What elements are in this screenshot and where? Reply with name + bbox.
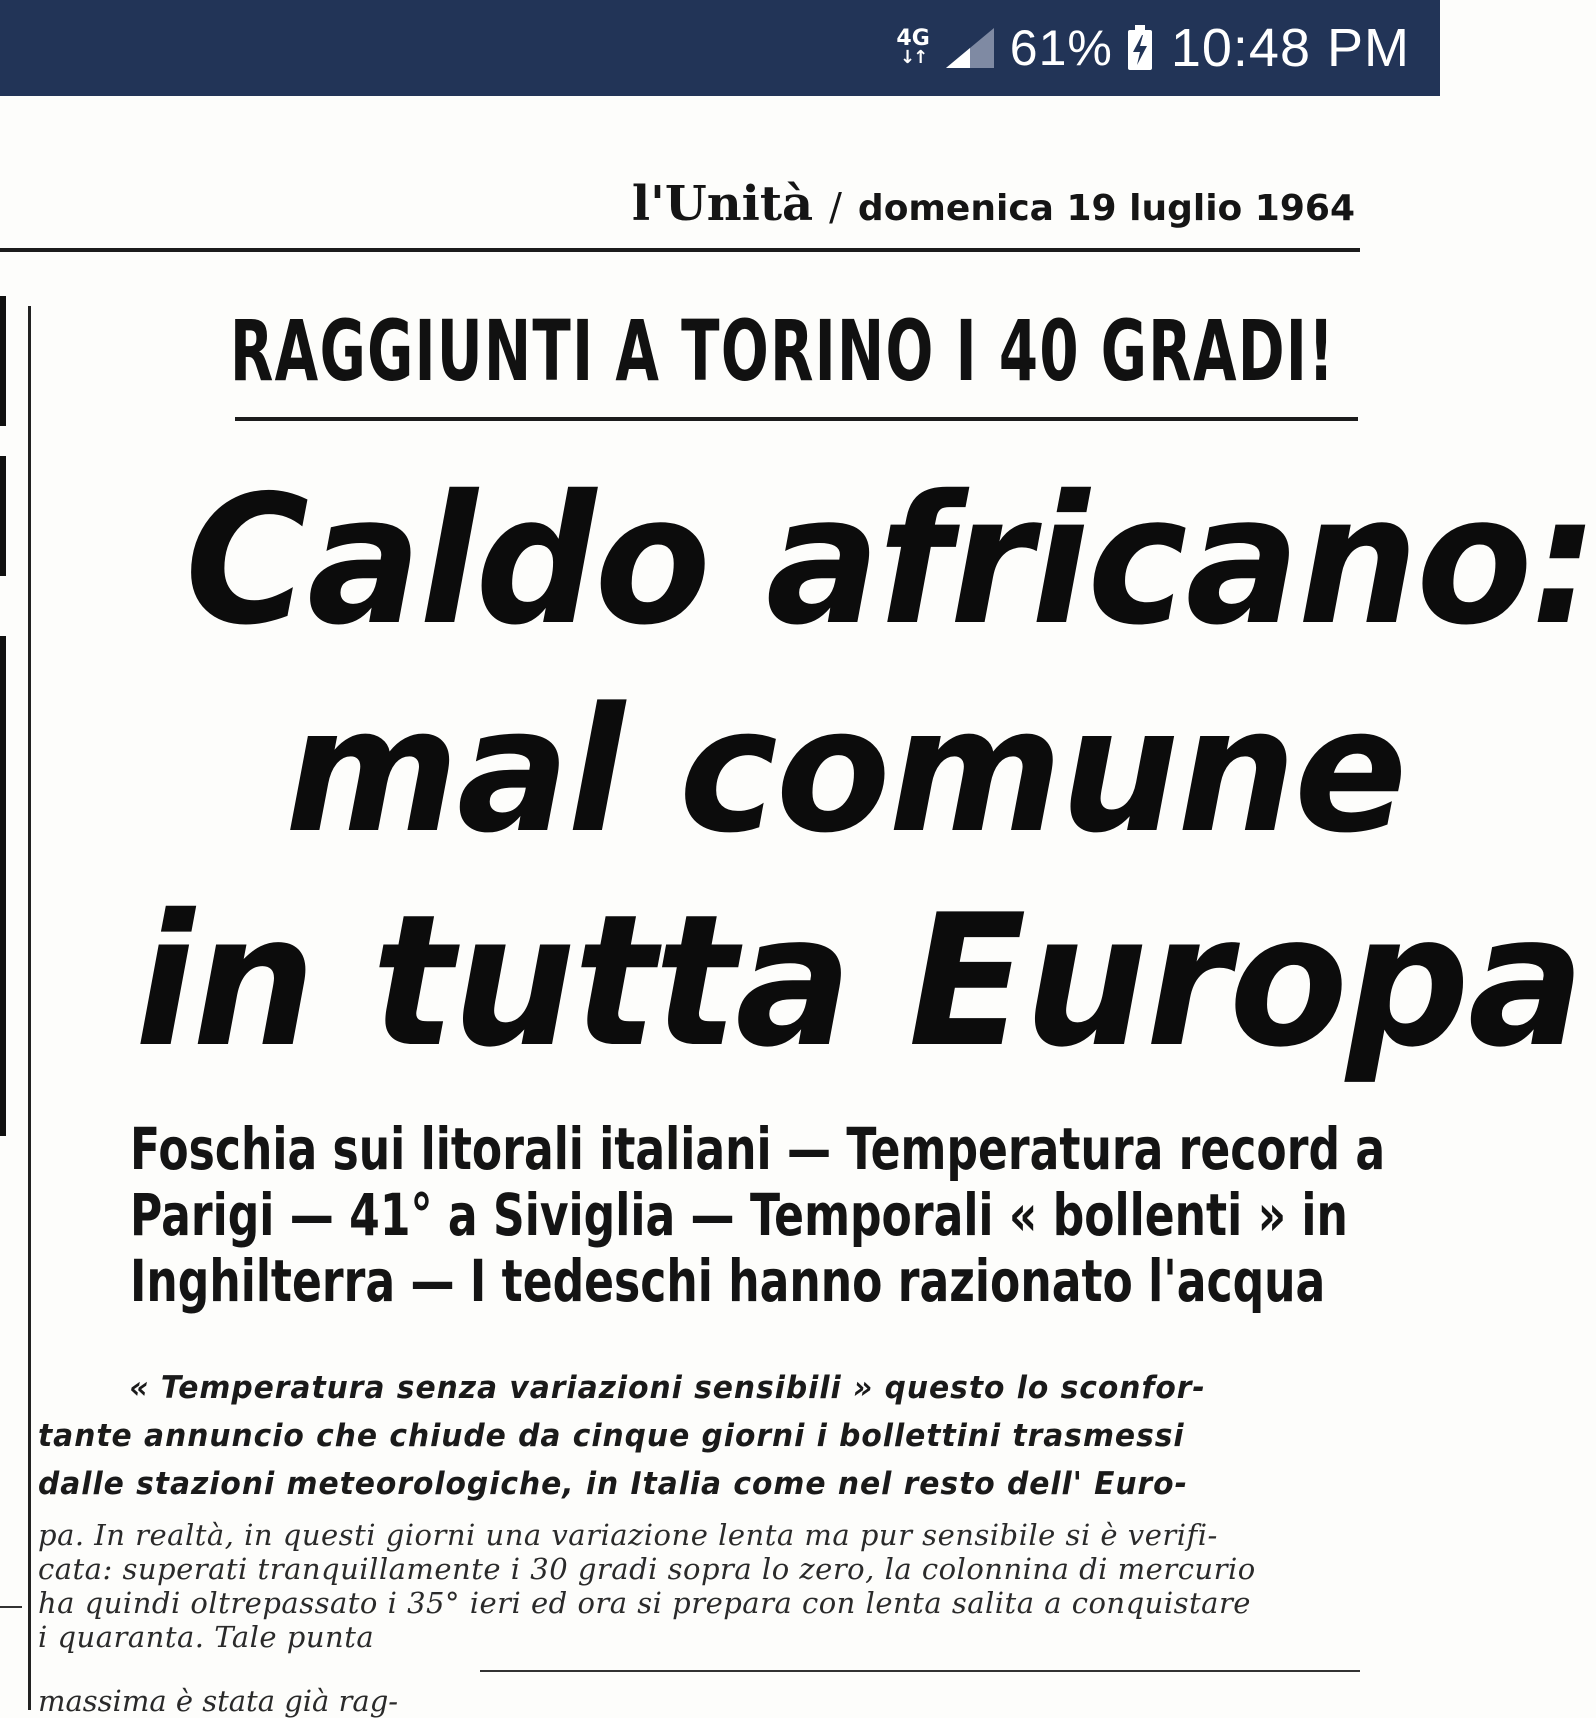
masthead-rule [0, 248, 1360, 252]
headline-line: in tutta Europa [135, 875, 1583, 1087]
edge-mark [0, 636, 6, 1136]
column-rule [480, 1670, 1360, 1672]
edge-mark [0, 1606, 22, 1608]
status-bar [0, 0, 1440, 96]
edge-mark [0, 456, 6, 576]
headline-line: Caldo africano: [185, 457, 1596, 664]
lead-line: dalle stazioni meteorologiche, in Italia come nel resto dell' Euro- [38, 1466, 1188, 1502]
battery-charging-icon [1127, 25, 1153, 71]
network-type-label: 4G [896, 26, 930, 51]
lead-line: tante annuncio che chiude da cinque giorni i bollettini trasmessi [38, 1418, 1185, 1454]
column-divider [28, 306, 31, 1710]
battery-percentage: 61% [1009, 20, 1113, 76]
body-line-cut: massima è stata già rag- [38, 1684, 399, 1718]
data-activity-icon: ↓↑ [900, 47, 927, 68]
article-lead [38, 1364, 1363, 1508]
newspaper-clipping [0, 96, 1596, 1718]
body-line: ha quindi oltrepassato i 35° ieri ed ora si prepara con lenta salita a conquistare [38, 1586, 1251, 1620]
masthead-separator: / [829, 185, 842, 229]
publication-date: domenica 19 luglio 1964 [857, 188, 1355, 229]
masthead [632, 176, 1355, 232]
kicker-headline: RAGGIUNTI A TORINO I 40 GRADI! [230, 302, 1336, 400]
headline-line: mal comune [285, 670, 1406, 871]
subheadline-line: Foschia sui litorali italiani — Temperatura record a [130, 1115, 1386, 1183]
status-indicators [896, 0, 1410, 96]
edge-mark [0, 296, 6, 426]
body-line: pa. In realtà, in questi giorni una variazione lenta ma pur sensibile si è verifi- [38, 1518, 1218, 1552]
body-line: i quaranta. Tale punta [38, 1620, 375, 1654]
newspaper-name: l'Unità [631, 176, 814, 232]
signal-strength-icon [944, 26, 996, 70]
article-body [38, 1518, 1378, 1654]
network-type-icon [896, 26, 930, 68]
subheadline-line: Parigi — 41° a Siviglia — Temporali « bollenti » in [130, 1181, 1348, 1249]
subheadline [130, 1115, 1386, 1315]
lead-line: « Temperatura senza variazioni sensibili » questo lo sconfor- [129, 1370, 1206, 1406]
clock: 10:48 PM [1170, 18, 1410, 78]
body-line: cata: superati tranquillamente i 30 gradi sopra lo zero, la colonnina di mercurio [38, 1552, 1256, 1586]
kicker-rule [235, 417, 1358, 421]
subheadline-line: Inghilterra — I tedeschi hanno razionato l'acqua [130, 1247, 1326, 1315]
